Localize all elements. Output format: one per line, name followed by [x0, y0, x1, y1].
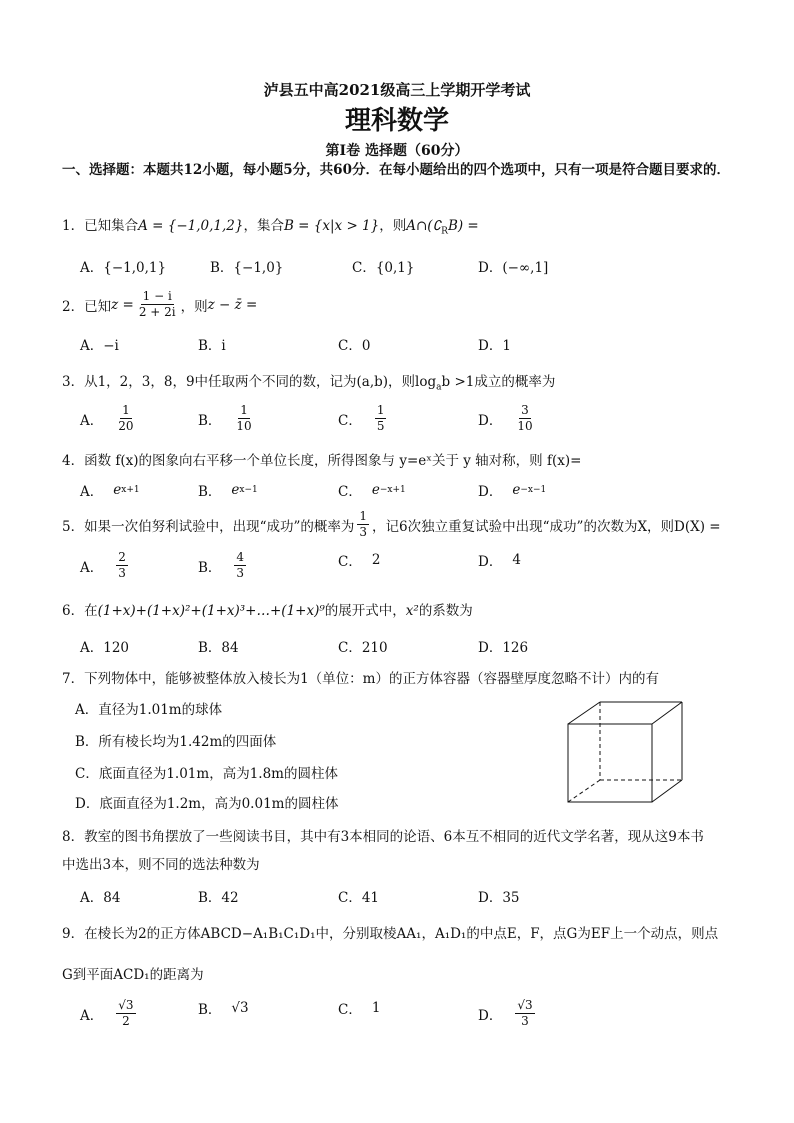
- question-2-options: [80, 334, 680, 368]
- option-d[interactable]: D．35: [478, 890, 520, 906]
- option-a[interactable]: A．直径为1.01m的球体: [75, 702, 223, 718]
- cube-figure: [566, 700, 684, 804]
- question-6-options: [80, 636, 680, 670]
- option-c[interactable]: C．41: [338, 890, 380, 906]
- question-8-line-2: 中选出3本，则不同的选法种数为: [62, 857, 260, 873]
- option-b[interactable]: B． $\frac{4}{3}$: [198, 550, 245, 580]
- option-a[interactable]: A．84: [80, 890, 121, 906]
- question-5: 5．如果一次伯努利试验中，出现“成功”的概率为 $\frac{1}{3}$ ，记6次独立重复试验中出现“成功”的次数为X，则D(X) =: [62, 509, 721, 539]
- option-c[interactable]: C．0: [338, 338, 371, 354]
- option-b[interactable]: B．{−1,0}: [210, 260, 284, 276]
- option-a[interactable]: A． e x+1: [80, 482, 140, 500]
- option-c[interactable]: C． 1: [338, 1000, 381, 1018]
- option-d[interactable]: D．1: [478, 338, 511, 354]
- option-b[interactable]: B．42: [198, 890, 239, 906]
- fraction: $\frac{1 - i}{2 + 2i}$: [138, 289, 176, 319]
- option-c[interactable]: C． 2: [338, 552, 381, 570]
- option-c[interactable]: C．底面直径为1.01m，高为1.8m的圆柱体: [75, 766, 338, 782]
- question-9-options: [80, 998, 680, 1032]
- option-a[interactable]: A．{−1,0,1}: [80, 260, 167, 276]
- cube-front-face: [568, 724, 652, 802]
- question-3: 3．从1，2，3，8，9中任取两个不同的数，记为(a,b)，则$\log_ab >1$成立的概率为: [62, 374, 556, 393]
- cube-edge: [568, 702, 600, 724]
- cube-edge: [652, 780, 682, 802]
- option-b[interactable]: B．所有棱长均为1.42m的四面体: [75, 734, 277, 750]
- question-8-line-1: 8．教室的图书角摆放了一些阅读书目，其中有3本相同的论语、6本互不相同的近代文学名著，现从这9本书: [62, 829, 704, 845]
- option-c[interactable]: C．210: [338, 640, 388, 656]
- option-b[interactable]: B． $\frac{1}{10}$: [198, 403, 252, 433]
- option-c[interactable]: C．{0,1}: [352, 260, 415, 276]
- option-a[interactable]: A． $\frac{1}{20}$: [80, 403, 134, 433]
- question-8-options: [80, 886, 680, 920]
- option-b[interactable]: B． e x−1: [198, 482, 258, 500]
- question-1-options: [80, 256, 680, 290]
- cube-edge: [652, 702, 682, 724]
- option-a[interactable]: A． $\frac{√3}{2}$: [80, 998, 134, 1028]
- option-a[interactable]: A．−i: [80, 338, 119, 354]
- option-d[interactable]: D． 4: [478, 552, 521, 570]
- option-d[interactable]: D． $\frac{√3}{3}$: [478, 998, 533, 1028]
- section-instructions: 一、选择题：本题共12小题，每小题5分，共60分．在每小题给出的四个选项中，只有一项是符合题目要求的．: [62, 162, 730, 178]
- question-9-line-2: G到平面ACD₁的距离为: [62, 967, 204, 983]
- question-3-options: [80, 403, 680, 437]
- question-5-options: [80, 550, 680, 584]
- option-d[interactable]: D．126: [478, 640, 529, 656]
- question-4: 4．函数 f(x)的图象向右平移一个单位长度，所得图象与 y=eˣ关于 y 轴对称，则 f(x)=: [62, 453, 582, 469]
- option-b[interactable]: B．84: [198, 640, 239, 656]
- question-7: 7．下列物体中，能够被整体放入棱长为1（单位：m）的正方体容器（容器壁厚度忽略不计）内的有: [62, 671, 659, 687]
- question-1: 1．已知集合A = {−1,0,1,2}，集合B = {x|x > 1}，则$A\cap(∁_RB)$ =: [62, 218, 479, 237]
- option-d[interactable]: D． e −x−1: [478, 482, 547, 500]
- subject-title: 理科数学: [344, 106, 449, 136]
- question-9-line-1: 9．在棱长为2的正方体ABCD−A₁B₁C₁D₁中，分别取棱AA₁，A₁D₁的中点E，F，点G为EF上一个动点，则点: [62, 926, 719, 942]
- option-a[interactable]: A． $\frac{2}{3}$: [80, 550, 126, 580]
- option-a[interactable]: A．120: [80, 640, 130, 656]
- option-d[interactable]: D．底面直径为1.2m，高为0.01m的圆柱体: [75, 796, 339, 812]
- volume-title: 第I卷 选择题（60分）: [325, 143, 469, 159]
- option-c[interactable]: C． $\frac{1}{5}$: [338, 403, 385, 433]
- option-b[interactable]: B． √3: [198, 1000, 249, 1018]
- option-d[interactable]: D．(−∞,1]: [478, 260, 549, 276]
- school-title: 泸县五中高2021级高三上学期开学考试: [263, 81, 531, 99]
- option-d[interactable]: D． $\frac{3}{10}$: [478, 403, 533, 433]
- cube-hidden-edge: [568, 780, 600, 802]
- question-6: 6．在(1+x)+(1+x)²+(1+x)³+…+(1+x)⁹的展开式中，x²的系数为: [62, 603, 473, 619]
- option-c[interactable]: C． e −x+1: [338, 482, 406, 500]
- option-b[interactable]: B．i: [198, 338, 226, 354]
- question-2: 2．已知 z = $\frac{1 - i}{2 + 2i}$ ，则 z − z̄ =: [62, 289, 258, 319]
